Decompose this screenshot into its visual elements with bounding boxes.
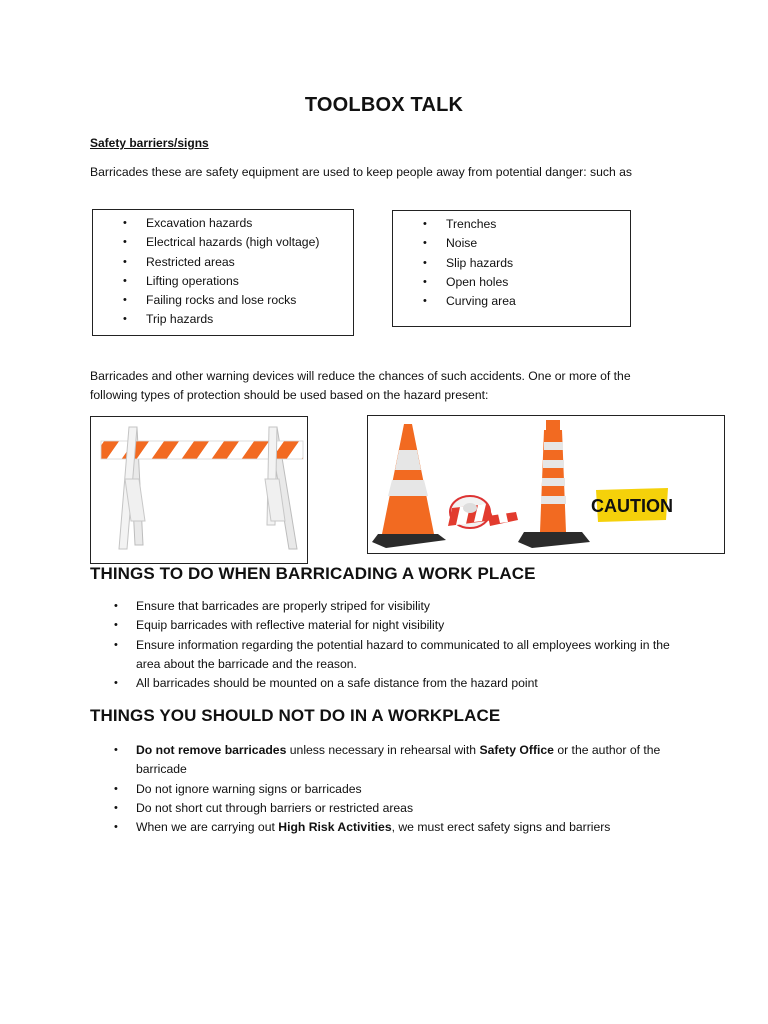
warning-devices-image	[367, 415, 725, 554]
cones-tape-drum-illustration	[368, 416, 724, 553]
list-item: • Restricted areas	[93, 253, 353, 272]
a-frame-barricade-illustration	[91, 417, 307, 563]
channelizer-drum-icon	[518, 420, 590, 548]
protection-paragraph: Barricades and other warning devices will reduce the chances of such accidents. One or more of the following types of protection should be used based on the hazard present:	[90, 369, 631, 402]
list-item: • Trenches	[393, 215, 630, 234]
list-item: • Equip barricades with reflective material for night visibility	[90, 616, 690, 635]
section-do-heading: THINGS TO DO WHEN BARRICADING A WORK PLACE	[90, 564, 536, 583]
barricade-image	[90, 416, 308, 564]
hazard-list-right	[392, 210, 631, 327]
list-item: • Lifting operations	[93, 272, 353, 291]
list-item: • Do not remove barricades unless necessary in rehearsal with Safety Office or the author of the barricade	[90, 741, 690, 780]
section-do-list	[90, 597, 690, 693]
list-item: • Ensure that barricades are properly striped for visibility	[90, 597, 690, 616]
list-item: • Curving area	[393, 292, 630, 311]
barricade-tape-roll-icon	[448, 496, 518, 528]
list-item: • Excavation hazards	[93, 214, 353, 233]
hazard-list-left	[92, 209, 354, 336]
list-item: • Do not short cut through barriers or restricted areas	[90, 799, 690, 818]
list-item: • When we are carrying out High Risk Activities, we must erect safety signs and barriers	[90, 818, 690, 837]
intro-paragraph: Barricades these are safety equipment are used to keep people away from potential danger: such as	[90, 165, 632, 179]
traffic-cone-icon	[372, 424, 446, 548]
list-item: • Electrical hazards (high voltage)	[93, 233, 353, 252]
caution-tape-label: CAUTION	[591, 496, 673, 516]
list-item: • Failing rocks and lose rocks	[93, 291, 353, 310]
list-item: • Open holes	[393, 273, 630, 292]
caution-tape-icon	[591, 488, 673, 522]
section-subheading: Safety barriers/signs	[90, 136, 209, 150]
list-item: • Do not ignore warning signs or barricades	[90, 780, 690, 799]
page-title: TOOLBOX TALK	[304, 94, 464, 116]
list-item: • All barricades should be mounted on a safe distance from the hazard point	[90, 674, 690, 693]
list-item: • Slip hazards	[393, 254, 630, 273]
list-item: • Noise	[393, 234, 630, 253]
section-dont-heading: THINGS YOU SHOULD NOT DO IN A WORKPLACE	[90, 706, 501, 725]
section-dont-list	[90, 741, 690, 837]
list-item: • Ensure information regarding the potential hazard to communicated to all employees working in the area about the barricade and the reason.	[90, 636, 690, 675]
list-item: • Trip hazards	[93, 310, 353, 329]
